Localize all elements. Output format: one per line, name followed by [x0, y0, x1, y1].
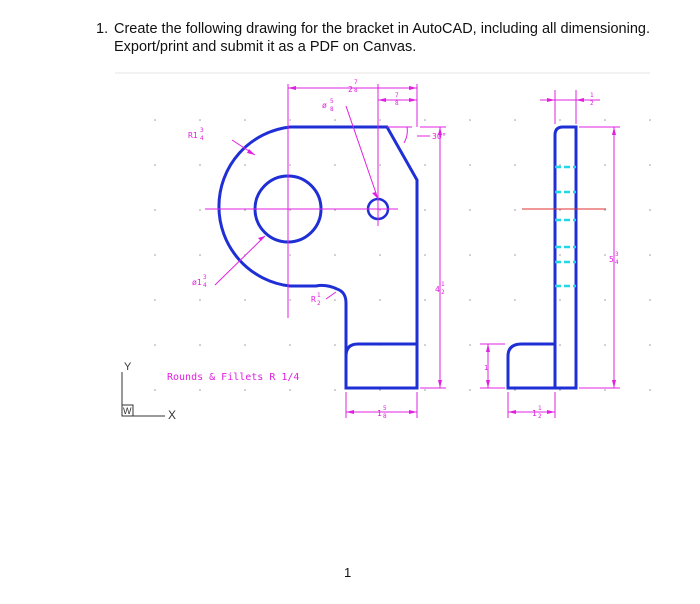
side-arrow-bh-bottom [486, 380, 490, 388]
grid-dot [379, 119, 381, 121]
grid-dot [199, 299, 201, 301]
grid-dot [469, 254, 471, 256]
grid-dot [289, 164, 291, 166]
grid-dot [379, 164, 381, 166]
dim-hole-dia-num: 5 [330, 98, 334, 105]
dim-top-width-num: 7 [354, 79, 358, 86]
side-arrow-bh-top [486, 344, 490, 352]
side-arrow-bw-right [547, 410, 555, 414]
grid-dot [514, 119, 516, 121]
grid-dot [154, 389, 156, 391]
dim-height-whole: 4 [435, 285, 440, 294]
side-dim-thickness-den: 2 [590, 100, 594, 107]
grid-dot [649, 389, 651, 391]
grid-dot [244, 119, 246, 121]
arrow-base-left [346, 410, 354, 414]
grid-dot [334, 164, 336, 166]
grid-dot [379, 254, 381, 256]
side-dim-base-width-num: 1 [538, 405, 542, 412]
side-arrow-thk-right [576, 98, 584, 102]
grid-dot [244, 389, 246, 391]
grid-dot [604, 164, 606, 166]
grid-dot [334, 344, 336, 346]
angle-arc [404, 127, 407, 143]
grid-dot [604, 254, 606, 256]
side-dim-height-whole: 5 [609, 255, 614, 264]
grid-dot [289, 119, 291, 121]
bracket-drawing [110, 70, 670, 430]
dim-outer-radius-den: 4 [200, 135, 204, 142]
leader-big-hole [215, 236, 265, 285]
arrow-big-hole [258, 236, 265, 241]
dim-base-width-num: 5 [383, 405, 387, 412]
dim-height-den: 2 [441, 289, 445, 296]
front-view [188, 79, 446, 420]
grid-dot [244, 164, 246, 166]
grid-dot [559, 344, 561, 346]
page-number: 1 [344, 565, 352, 580]
grid-dot [604, 344, 606, 346]
grid-dot [334, 389, 336, 391]
grid-dot [154, 254, 156, 256]
side-view [480, 90, 620, 420]
grid-dot [514, 254, 516, 256]
dim-offset-num: 7 [395, 92, 399, 99]
grid-dot [424, 299, 426, 301]
grid-dot [514, 209, 516, 211]
grid-dot [469, 119, 471, 121]
grid-dot [559, 299, 561, 301]
side-arrow-thk-left [547, 98, 555, 102]
grid-dot [199, 389, 201, 391]
question-number: 1. [96, 21, 109, 37]
arrow-offset-right [409, 98, 417, 102]
grid-dot [334, 254, 336, 256]
arrow-offset-left [378, 98, 386, 102]
ucs-y-label: Y [124, 361, 132, 373]
grid-dot [154, 209, 156, 211]
grid-dot [514, 164, 516, 166]
grid-dot [424, 389, 426, 391]
grid-dot [199, 119, 201, 121]
grid-dot [379, 299, 381, 301]
grid-dot [154, 164, 156, 166]
grid-dot [649, 164, 651, 166]
dim-big-hole-den: 4 [203, 282, 207, 289]
grid-dot [604, 299, 606, 301]
grid-dot [154, 344, 156, 346]
grid-dot [424, 254, 426, 256]
leader-fillet [326, 292, 336, 299]
grid-dot [289, 389, 291, 391]
arrow-top-width-left [288, 86, 296, 90]
arrow-outer-radius [247, 149, 255, 155]
dim-big-hole-num: 3 [203, 274, 207, 281]
grid-dot [334, 119, 336, 121]
grid-dot [559, 119, 561, 121]
dim-fillet-den: 2 [317, 300, 321, 307]
grid-dot [604, 389, 606, 391]
side-arrow-h-bottom [612, 380, 616, 388]
grid-dot [514, 299, 516, 301]
grid-dot [424, 209, 426, 211]
grid-dot [469, 344, 471, 346]
arrow-base-right [409, 410, 417, 414]
rounds-fillets-note: Rounds & Fillets R 1/4 [167, 372, 300, 383]
side-dim-base-height: 1 [484, 364, 489, 372]
grid-dot [649, 254, 651, 256]
grid-dot [649, 119, 651, 121]
front-base-line [346, 344, 417, 356]
dim-outer-radius-num: 3 [200, 127, 204, 134]
grid-dot [199, 209, 201, 211]
dim-hole-dia-den: 8 [330, 106, 334, 113]
grid-dot [244, 344, 246, 346]
dim-top-width-den: 8 [354, 87, 358, 94]
side-arrow-h-top [612, 127, 616, 135]
dim-hole-dia-prefix: ø [322, 101, 327, 110]
dim-base-width-whole: 1 [377, 409, 382, 418]
dim-fillet-prefix: R [311, 295, 316, 304]
grid-dot [649, 344, 651, 346]
side-dim-height-den: 4 [615, 259, 619, 266]
question-text: Create the following drawing for the bracket in AutoCAD, including all dimensioning. Export/print and submit it as a PDF on Canvas. [114, 21, 650, 55]
grid-dot [154, 299, 156, 301]
grid-dot [649, 299, 651, 301]
grid-dot [199, 254, 201, 256]
grid-dot [559, 164, 561, 166]
dim-offset-den: 8 [395, 100, 399, 107]
grid-dot [424, 119, 426, 121]
grid-dot [469, 209, 471, 211]
grid-dot [604, 119, 606, 121]
grid-dot [334, 299, 336, 301]
grid-dot [289, 299, 291, 301]
ucs-x-label: X [168, 408, 177, 422]
dim-big-hole-prefix: ø1 [192, 278, 202, 287]
grid-dot [289, 344, 291, 346]
side-dim-base-width-den: 2 [538, 413, 542, 420]
side-dim-base-width-whole: 1 [532, 409, 537, 418]
dim-height-num: 1 [441, 281, 445, 288]
center-mark [281, 202, 295, 216]
arrow-top-width-right [409, 86, 417, 90]
leader-hole-dia [346, 106, 378, 199]
grid-dot [469, 389, 471, 391]
side-dim-thickness-num: 1 [590, 92, 594, 99]
dim-base-width-den: 8 [383, 413, 387, 420]
ucs-w-label: W [123, 406, 132, 416]
grid-dot [199, 164, 201, 166]
dim-angle: 30° [432, 132, 447, 141]
grid-dot [469, 164, 471, 166]
grid-dot [424, 164, 426, 166]
dim-top-width-whole: 2 [348, 85, 353, 94]
grid-dot [469, 299, 471, 301]
side-dim-height-num: 3 [615, 251, 619, 258]
ucs-icon [122, 361, 176, 422]
dim-fillet-num: 1 [317, 292, 321, 299]
grid-dot [649, 209, 651, 211]
grid-dot [424, 344, 426, 346]
front-outline [219, 127, 417, 388]
side-arrow-bw-left [508, 410, 516, 414]
arrow-height-bottom [438, 380, 442, 388]
grid-dot [154, 119, 156, 121]
grid-dot [559, 254, 561, 256]
dim-outer-radius-prefix: R1 [188, 131, 198, 140]
grid-dot [199, 344, 201, 346]
grid-dot [289, 254, 291, 256]
grid-dot [244, 299, 246, 301]
